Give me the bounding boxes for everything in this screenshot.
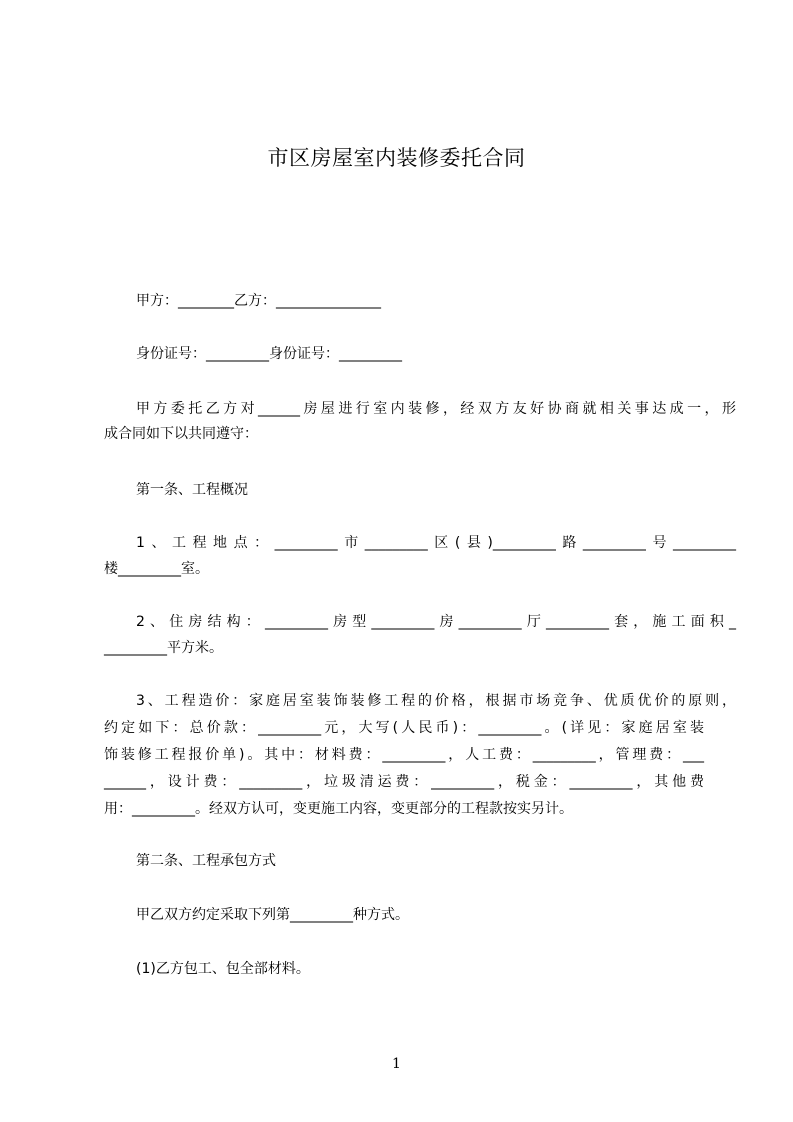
method-option-1: (1)乙方包工、包全部材料。	[136, 961, 310, 977]
page-title: 市区房屋室内装修委托合同	[267, 146, 526, 170]
id-number-line: 身份证号：_________身份证号：_________	[136, 346, 402, 362]
clause-cost-line-2: 约定如下：总价款：_________元，大写(人民币)：_________。(详见：家庭居室装	[104, 720, 704, 736]
clause-cost-line-5: 用：_________。经双方认可，变更施工内容，变更部分的工程款按实另计。	[104, 801, 573, 817]
method-line: 甲乙双方约定采取下列第_________种方式。	[136, 907, 409, 923]
clause-structure-line-1: 2、住房结构：_________房型_________房_________厅_________套，施工面积_	[136, 614, 736, 630]
clause-cost-line-1: 3、工程造价：家庭居室装饰装修工程的价格，根据市场竞争、优质优价的原则，	[136, 693, 736, 709]
article-1-heading: 第一条、工程概况	[136, 482, 248, 498]
page-number: 1	[392, 1056, 401, 1072]
party-line: 甲方：________乙方：_______________	[136, 293, 381, 309]
clause-location-line-1: 1、工程地点：_________市_________区(县)_________路_________号_________	[136, 535, 736, 551]
clause-location-line-2: 楼_________室。	[104, 561, 209, 577]
intro-line-2: 成合同如下以共同遵守：	[104, 426, 258, 442]
clause-cost-line-3: 饰装修工程报价单)。其中：材料费：_________，人工费：_________，管理费：___	[104, 747, 704, 763]
intro-line-1: 甲方委托乙方对______房屋进行室内装修，经双方友好协商就相关事达成一，形	[136, 401, 736, 417]
article-2-heading: 第二条、工程承包方式	[136, 853, 276, 869]
clause-cost-line-4: ______，设计费：_________，垃圾清运费：_________，税金：_________，其他费	[104, 774, 704, 790]
clause-structure-line-2: _________平方米。	[104, 640, 223, 656]
